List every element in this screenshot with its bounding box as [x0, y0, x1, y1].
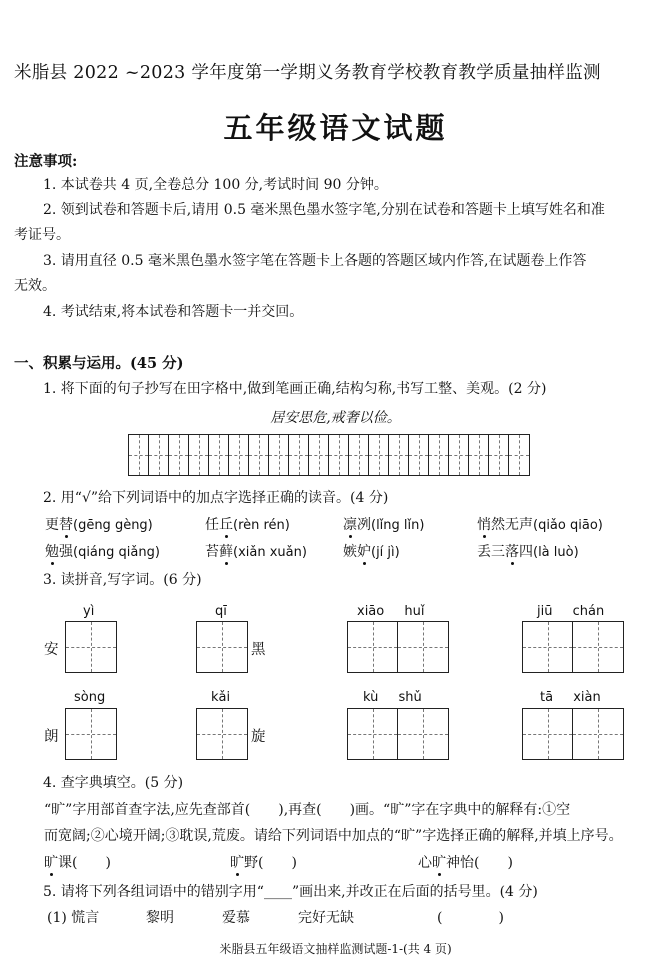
q5-word: 黎明: [146, 910, 174, 926]
q3-side-char-6: 旋: [251, 729, 266, 745]
q3-pinyin-3: xiāo huǐ: [357, 604, 425, 619]
tianzige-cell[interactable]: [489, 435, 509, 475]
q3-box-5[interactable]: [65, 708, 117, 760]
pinyin-options: (qiǎo qiāo): [533, 518, 603, 533]
notice-item-3: 3. 请用直径 0.5 毫米黑色墨水签字笔在答题卡上各题的答题区域内作答,在试题卷上作答: [43, 253, 587, 269]
word-text: 野( ): [244, 855, 297, 871]
q5-prompt: 5. 请将下列各组词语中的错别字用“____”画出来,并改正在后面的括号里。(4 分): [43, 884, 538, 900]
pinyin-choice-item[interactable]: [45, 541, 160, 561]
word-text: 心: [418, 855, 432, 871]
tianzige-cell[interactable]: [289, 435, 309, 475]
tianzige-cell[interactable]: [229, 435, 249, 475]
page-title: 五年级语文试题: [223, 111, 448, 145]
dotted-char: 凛: [343, 517, 357, 533]
notice-item-2-cont: 考证号。: [14, 227, 70, 243]
dotted-char: 落: [505, 544, 519, 560]
section-heading: 一、积累与运用。(45 分): [14, 355, 184, 372]
pinyin-options: (xiǎn xuǎn): [233, 545, 307, 560]
q3-side-char-1: 安: [44, 642, 59, 658]
q3-box-2[interactable]: [196, 621, 248, 673]
word-text: 四: [519, 544, 533, 560]
word-text: 冽: [357, 517, 371, 533]
q3-side-char-5: 朗: [44, 729, 59, 745]
pinyin-options: (rèn rén): [233, 518, 290, 533]
q4-prompt: 4. 查字典填空。(5 分): [43, 775, 184, 791]
q5-word: 完好无缺: [298, 910, 354, 926]
q3-pinyin-6: kǎi: [211, 690, 231, 705]
q3-box-7[interactable]: [347, 708, 449, 760]
q3-box-3[interactable]: [347, 621, 449, 673]
tianzige-cell[interactable]: [309, 435, 329, 475]
dotted-char: 妒: [357, 544, 371, 560]
answer-blank[interactable]: ( ): [437, 910, 504, 926]
tianzige-cell[interactable]: [269, 435, 289, 475]
notice-item-3-cont: 无效。: [14, 278, 56, 294]
q3-prompt: 3. 读拼音,写字词。(6 分): [43, 572, 202, 588]
exam-series-header: 米脂县 2022 ~2023 学年度第一学期义务教育学校教育教学质量抽样监测: [14, 63, 601, 83]
dotted-char: 旷: [432, 855, 446, 871]
pinyin-choice-item[interactable]: [205, 541, 307, 561]
dotted-char: 藓: [219, 544, 233, 560]
notice-item-1: 1. 本试卷共 4 页,全卷总分 100 分,考试时间 90 分钟。: [43, 177, 388, 193]
word-text: 更: [45, 517, 59, 533]
pinyin-choice-item[interactable]: [477, 541, 579, 561]
word-text: 然无声: [491, 517, 533, 533]
tianzige-strip[interactable]: [128, 434, 530, 476]
q3-pinyin-1: yì: [83, 604, 95, 619]
q3-pinyin-2: qī: [215, 604, 227, 619]
pinyin-options: (là luò): [533, 545, 579, 560]
tianzige-cell[interactable]: [409, 435, 429, 475]
dotted-char: 悄: [477, 517, 491, 533]
dotted-char: 替: [59, 517, 73, 533]
q2-prompt: 2. 用“√”给下列词语中的加点字选择正确的读音。(4 分): [43, 490, 389, 506]
pinyin-options: (gēng gèng): [73, 518, 153, 533]
tianzige-cell[interactable]: [509, 435, 529, 475]
pinyin-choice-item[interactable]: [477, 514, 603, 534]
q5-word: 爱慕: [222, 910, 250, 926]
word-text: 苔: [205, 544, 219, 560]
word-text: 丢三: [477, 544, 505, 560]
pinyin-choice-item[interactable]: [45, 514, 153, 534]
q3-box-1[interactable]: [65, 621, 117, 673]
q3-box-8[interactable]: [522, 708, 624, 760]
q3-pinyin-4: jiū chán: [537, 604, 605, 619]
page-footer: 米脂县五年级语文抽样监测试题-1-(共 4 页): [219, 942, 452, 956]
notice-item-4: 4. 考试结束,将本试卷和答题卡一并交回。: [43, 304, 304, 320]
tianzige-cell[interactable]: [369, 435, 389, 475]
q3-side-char-2: 黑: [251, 642, 266, 658]
q4-line-1: “旷”字用部首查字法,应先查部首( ),再查( )画。“旷”字在字典中的解释有:①空: [44, 802, 571, 818]
dotted-char: 旷: [44, 855, 58, 871]
pinyin-choice-item[interactable]: [205, 514, 290, 534]
word-text: 强: [59, 544, 73, 560]
tianzige-cell[interactable]: [429, 435, 449, 475]
tianzige-cell[interactable]: [389, 435, 409, 475]
q4-line-2: 而宽阔;②心境开阔;③耽误,荒废。请给下列词语中加点的“旷”字选择正确的解释,并填上序号。: [44, 828, 623, 844]
q3-box-4[interactable]: [522, 621, 624, 673]
dotted-char: 勉: [45, 544, 59, 560]
notice-heading: 注意事项:: [14, 153, 78, 170]
word-text: 任: [205, 517, 219, 533]
q5-word: (1) 慌言: [47, 910, 100, 926]
word-text: 嫉: [343, 544, 357, 560]
dotted-char: 丘: [219, 517, 233, 533]
notice-item-2: 2. 领到试卷和答题卡后,请用 0.5 毫米黑色墨水签字笔,分别在试卷和答题卡上填写姓名和准: [43, 202, 605, 218]
kuang-word-item[interactable]: [44, 852, 111, 872]
word-text: 神怡( ): [446, 855, 513, 871]
tianzige-cell[interactable]: [129, 435, 149, 475]
word-text: 课( ): [58, 855, 111, 871]
kuang-word-item[interactable]: [230, 852, 297, 872]
tianzige-cell[interactable]: [189, 435, 209, 475]
tianzige-cell[interactable]: [329, 435, 349, 475]
tianzige-cell[interactable]: [169, 435, 189, 475]
pinyin-choice-item[interactable]: [343, 514, 424, 534]
pinyin-options: (qiáng qiǎng): [73, 545, 160, 560]
tianzige-cell[interactable]: [149, 435, 169, 475]
dotted-char: 旷: [230, 855, 244, 871]
tianzige-cell[interactable]: [449, 435, 469, 475]
pinyin-choice-item[interactable]: [343, 541, 400, 561]
kuang-word-item[interactable]: [418, 852, 513, 872]
pinyin-options: (lǐng lǐn): [371, 518, 425, 533]
tianzige-cell[interactable]: [349, 435, 369, 475]
tianzige-cell[interactable]: [209, 435, 229, 475]
q3-pinyin-5: sòng: [74, 690, 106, 705]
pinyin-options: (jí jì): [371, 545, 400, 560]
tianzige-cell[interactable]: [469, 435, 489, 475]
q3-pinyin-7: kù shǔ: [363, 690, 422, 705]
q1-prompt: 1. 将下面的句子抄写在田字格中,做到笔画正确,结构匀称,书写工整、美观。(2 分): [43, 381, 547, 397]
q3-box-6[interactable]: [196, 708, 248, 760]
tianzige-cell[interactable]: [249, 435, 269, 475]
q1-sentence: 居安思危,戒奢以俭。: [270, 410, 401, 426]
q3-pinyin-8: tā xiàn: [540, 690, 601, 705]
